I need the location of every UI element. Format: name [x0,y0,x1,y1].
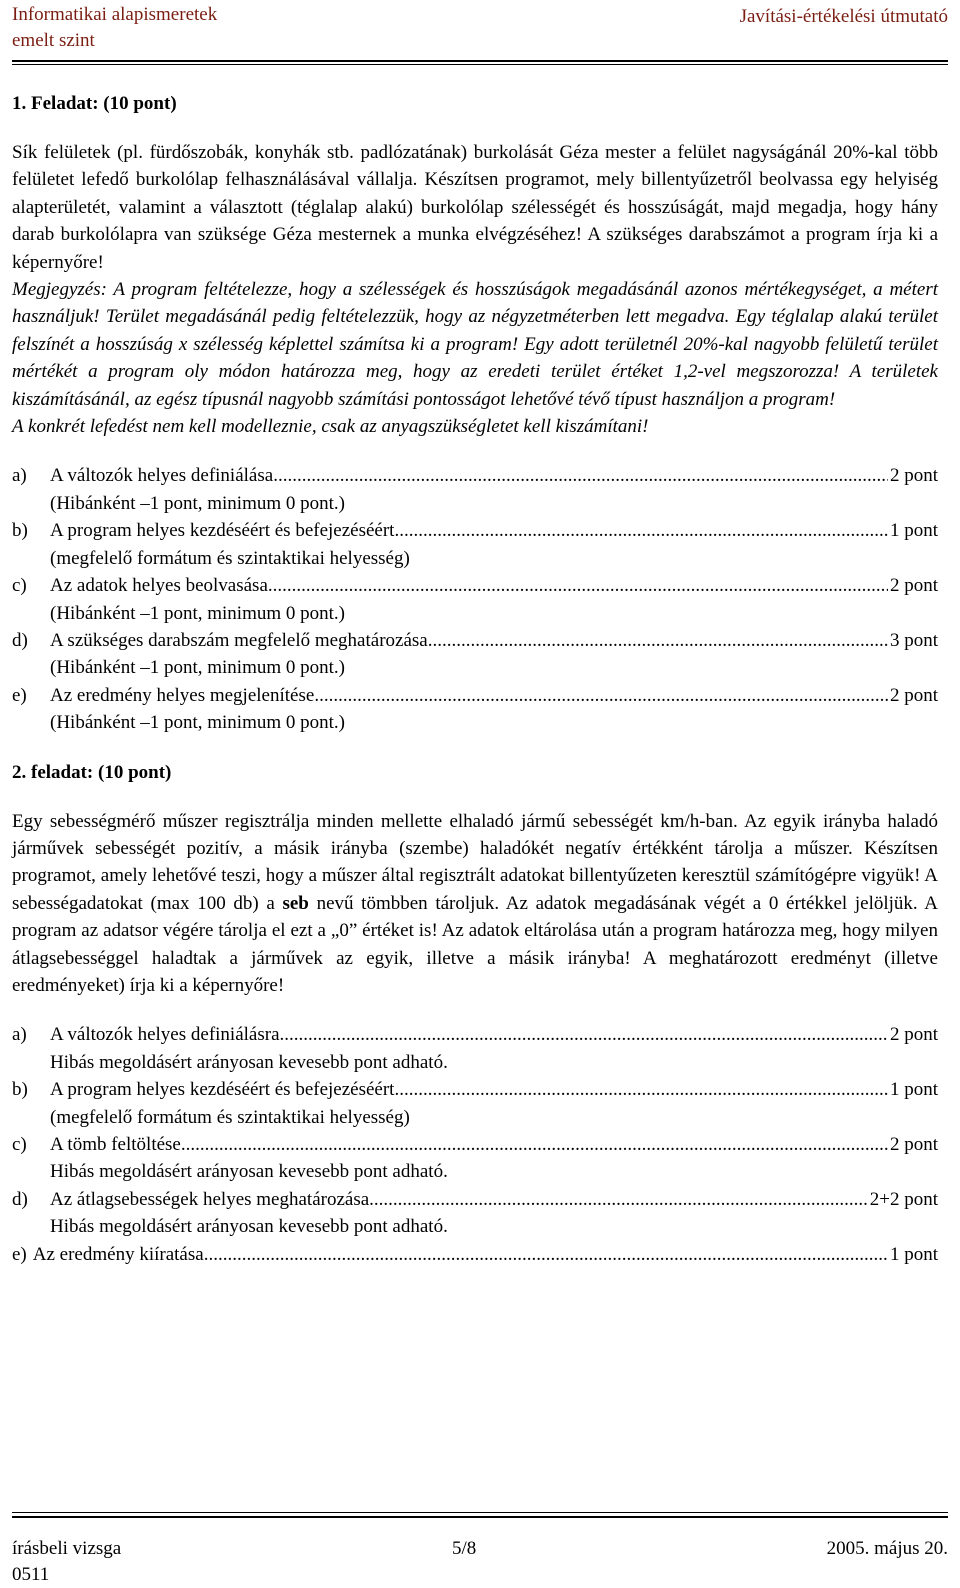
footer-exam: írásbeli vizsga [12,1538,122,1559]
page-header [12,0,948,60]
item-text: A változók helyes definiálása [50,465,274,487]
footer-code: 0511 [12,1564,50,1585]
item-note: Hibás megoldásért arányosan kevesebb pont adható. [50,1216,448,1238]
item-text: A változók helyes definiálásra [50,1024,280,1046]
dot-leader [273,462,888,489]
item-label: d) [12,629,28,651]
task1-item-d [12,627,938,654]
footer-rule [12,1516,948,1518]
item-points: 2+2 pont [869,1188,938,1210]
header-doc-type: Javítási-értékelési útmutató [739,6,948,27]
item-points: 2 pont [889,465,938,487]
page-footer [12,1512,948,1587]
item-points: 1 pont [889,1243,938,1265]
footer-rule-thin [12,1512,948,1513]
array-name: seb [282,892,309,914]
task1-title: 1. Feladat: (10 pont) [12,93,177,114]
dot-leader [181,1131,888,1158]
item-text: A szükséges darabszám megfelelő meghatározása [50,629,428,651]
item-text: Az átlagsebességek helyes meghatározása [50,1188,370,1210]
task2-title: 2. feladat: (10 pont) [12,761,172,783]
item-points: 1 pont [889,520,938,542]
header-subject: Informatikai alapismeretek [12,4,218,25]
item-note: (megfelelő formátum és szintaktikai helyesség) [50,547,410,569]
item-label: b) [12,1079,28,1101]
item-points: 3 pont [889,629,938,651]
task1-item-c [12,572,938,599]
task2-item-d [12,1186,938,1213]
footer-page-number: 5/8 [452,1538,477,1559]
dot-leader [280,1021,888,1048]
item-note: (Hibánként –1 pont, minimum 0 pont.) [50,602,346,624]
item-label: e) [12,684,27,706]
dot-leader [268,572,888,599]
item-note: (megfelelő formátum és szintaktikai helyesség) [50,1106,410,1128]
item-note: (Hibánként –1 pont, minimum 0 pont.) [50,657,346,679]
item-points: 1 pont [889,1079,938,1101]
item-label: b) [12,520,28,542]
item-label: e) [12,1243,27,1265]
item-label: a) [12,465,27,487]
task2-text-part2: nevű tömbben tároljuk. Az adatok megadásának végét a 0 értékkel jelöljük. A program az adatsor végére tárolja el ezt a „0” értéket is! Az adatok eltárolása után a program határozza meg, hogy milyen átlagsebességgel haladtak a járművek az egyik, illetve a másik irányba! A meghatározott eredményt (illetve eredményeket) írja ki a képernyőre! [12,892,939,996]
task1-scoring-list [12,462,938,736]
item-points: 2 pont [889,1024,938,1046]
dot-leader [428,627,888,654]
page-content [12,90,938,1268]
item-text: A program helyes kezdéséért és befejezéséért [50,1079,395,1101]
task1-item-b [12,517,938,544]
dot-leader [394,517,888,544]
dot-leader [394,1076,888,1103]
item-points: 2 pont [889,575,938,597]
item-note: (Hibánként –1 pont, minimum 0 pont.) [50,712,346,734]
header-left [12,2,217,54]
task1-description: Sík felületek (pl. fürdőszobák, konyhák stb. padlózatának) burkolását Géza mester a felület nagyságánál 20%-kal több felületet lefedő burkolólap felhasználásával vállalja. Készítsen programot, mely billentyűzetről beolvassa egy helyiség alapterületét, valamint a választott (téglalap alakú) burkolólap szélességét és hosszúságát, majd megadja, hogy hány darab burkolólapra van szüksége Géza mesternek a munka elvégzéséhez! A szükséges darabszámot a program írja ki a képernyőre! [12,142,938,273]
item-label: a) [12,1024,27,1046]
dot-leader [204,1241,888,1268]
task2-item-e [12,1241,938,1268]
item-text: A tömb feltöltése [50,1134,181,1155]
item-label: d) [12,1188,28,1210]
item-text: Az eredmény kiíratása [32,1243,204,1265]
item-note: Hibás megoldásért arányosan kevesebb pont adható. [50,1051,448,1073]
item-note: Hibás megoldásért arányosan kevesebb pont adható. [50,1161,448,1183]
item-text: Az eredmény helyes megjelenítése [50,684,315,706]
item-note: (Hibánként –1 pont, minimum 0 pont.) [50,492,346,514]
task2-scoring-list [12,1021,938,1268]
task2-item-a [12,1021,938,1048]
item-points: 2 pont [889,1134,938,1155]
item-text: Az adatok helyes beolvasása [50,575,268,597]
footer-date: 2005. május 20. [826,1538,948,1559]
task2-item-c [12,1131,938,1158]
dot-leader [314,682,888,709]
task2-text-part1: Egy sebességmérő műszer regisztrálja minden mellette elhaladó jármű sebességét km/h-ban. Az egyik irányba haladó járművek sebességét pozitív, a másik irányba (szembe) haladókét negatív értékként tárolja a műszer. Készítsen programot, amely lehetővé teszi, hogy a műszer által regisztrált adatokat billentyűzeten keresztül számítógépre vigyük! A sebességadatokat (max 100 db) a [12,810,938,914]
item-text: A program helyes kezdéséért és befejezéséért [50,520,395,542]
task1-item-e [12,682,938,709]
task1-note2: A konkrét lefedést nem kell modelleznie, csak az anyagszükségletet kell kiszámítani! [12,416,649,438]
header-rule [12,60,948,62]
header-rule-thin [12,64,948,65]
header-level: emelt szint [12,30,95,51]
item-points: 2 pont [889,684,938,706]
task2-item-b [12,1076,938,1103]
task1-item-a [12,462,938,489]
item-label: c) [12,575,27,597]
task1-note: Megjegyzés: A program feltételezze, hogy a szélességek és hosszúságok megadásánál azonos mértékegységet, a métert használjuk! Terület megadásánál pedig feltételezzük, hogy az négyzetméterben lett megadva. Egy téglalap alakú terület felszínét a hosszúság x szélesség képlettel számítsa ki a program! Egy adott területnél 20%-kal nagyobb felületű terület mértékét a program oly módon határozza meg, hogy az eredeti terület értéket 1,2-vel megszorozza! A területek kiszámításánál, az egész típusnál nagyobb számítási pontosságot lehetővé tévő típust használjon a program! [12,279,938,410]
item-label: c) [12,1134,27,1155]
dot-leader [369,1186,868,1213]
task2-description [12,808,938,1000]
